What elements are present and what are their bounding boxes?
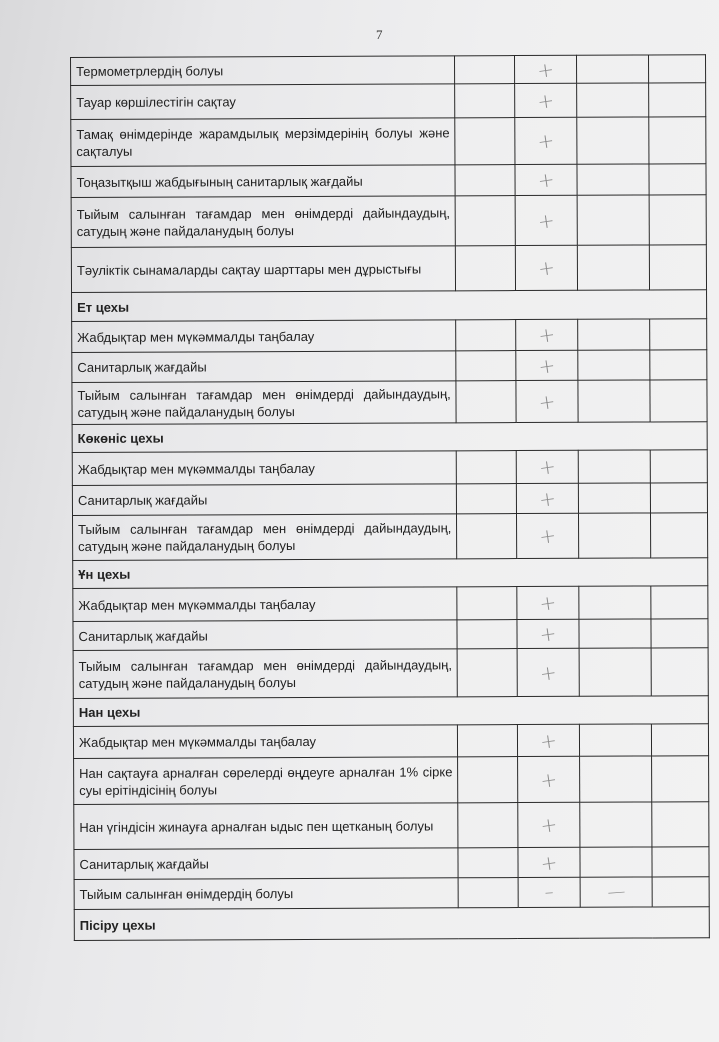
check-cell-3 xyxy=(580,877,653,907)
check-cell-3 xyxy=(577,245,650,290)
check-cell-3 xyxy=(577,164,650,195)
checklist-row xyxy=(71,164,706,198)
page-number: 7 xyxy=(376,27,383,42)
check-cell-1 xyxy=(458,803,518,848)
handwritten-mark: + xyxy=(537,485,558,512)
criterion-label: Санитарлық жағдайы xyxy=(74,848,458,880)
check-cell-3 xyxy=(578,483,651,513)
check-cell-3 xyxy=(576,55,649,83)
check-cell-1 xyxy=(458,848,518,878)
check-cell-2 xyxy=(515,245,577,290)
criterion-label: Жабдықтар мен мүкәммалды таңбалау xyxy=(72,451,456,486)
criterion-label: Жабдықтар мен мүкәммалды таңбалау xyxy=(73,587,457,622)
check-cell-3 xyxy=(579,756,652,802)
check-cell-3 xyxy=(579,619,652,648)
handwritten-mark: – xyxy=(543,881,555,903)
check-cell-3 xyxy=(578,513,651,558)
check-cell-4 xyxy=(652,877,709,907)
section-title: Көкөніс цехы xyxy=(72,422,707,453)
handwritten-mark: + xyxy=(538,849,559,876)
criterion-label: Тәуліктік сынамаларды сақтау шарттары мен дұрыстығы xyxy=(71,246,455,293)
checklist-row xyxy=(73,586,708,622)
criterion-label: Тыйым салынған тағамдар мен өнімдерді дайындаудың, сатудың және пайдаланудың болуы xyxy=(72,381,456,425)
check-cell-2 xyxy=(516,483,578,513)
check-cell-4 xyxy=(651,648,708,696)
handwritten-mark: + xyxy=(535,87,556,114)
checklist-row xyxy=(74,847,709,880)
handwritten-mark: + xyxy=(538,766,559,793)
check-cell-4 xyxy=(650,350,707,380)
handwritten-mark: + xyxy=(537,522,558,550)
check-cell-1 xyxy=(455,165,515,196)
criterion-label: Тауар көршілестігін сақтау xyxy=(71,84,455,120)
check-cell-3 xyxy=(576,83,649,117)
check-cell-1 xyxy=(455,84,515,118)
check-cell-2 xyxy=(515,117,577,164)
check-cell-2 xyxy=(518,877,580,907)
checklist-row xyxy=(71,55,706,86)
check-cell-4 xyxy=(649,55,706,83)
check-cell-4 xyxy=(650,245,707,290)
checklist-row xyxy=(72,380,707,425)
handwritten-mark: + xyxy=(537,659,558,686)
checklist-row xyxy=(72,450,707,486)
check-cell-2 xyxy=(514,55,576,83)
check-cell-2 xyxy=(516,513,578,558)
check-cell-4 xyxy=(651,450,708,483)
criterion-label: Тамақ өнімдерінде жарамдылық мерзімдерінің болуы және сақталуы xyxy=(71,118,455,167)
check-cell-2 xyxy=(516,380,578,422)
section-header-row xyxy=(72,422,707,453)
check-cell-1 xyxy=(456,381,516,423)
criterion-label: Санитарлық жағдайы xyxy=(72,484,456,516)
check-cell-2 xyxy=(516,450,578,483)
handwritten-mark: + xyxy=(536,388,557,415)
criterion-label: Тоңазытқыш жабдығының санитарлық жағдайы xyxy=(71,165,455,198)
handwritten-mark: + xyxy=(535,166,556,194)
check-cell-3 xyxy=(579,586,652,619)
criterion-label: Тыйым салынған тағамдар мен өнімдерді дайындаудың, сатудың және пайдаланудың болуы xyxy=(73,514,457,561)
check-cell-2 xyxy=(514,83,576,117)
checklist-row xyxy=(73,648,708,699)
check-cell-3 xyxy=(577,319,650,350)
criterion-label: Жабдықтар мен мүкәммалды таңбалау xyxy=(73,725,457,759)
checklist-row xyxy=(73,619,708,651)
check-cell-4 xyxy=(651,619,708,648)
check-cell-4 xyxy=(652,802,709,847)
checklist-row xyxy=(71,117,706,167)
check-cell-2 xyxy=(515,164,577,195)
check-cell-4 xyxy=(649,195,706,245)
criterion-label: Санитарлық жағдайы xyxy=(73,620,457,651)
criterion-label: Нан үгіндісін жинауға арналған ыдыс пен щетканың болуы xyxy=(74,803,458,850)
check-cell-2 xyxy=(515,319,577,350)
check-cell-1 xyxy=(457,649,517,697)
checklist-row xyxy=(71,83,706,120)
check-cell-1 xyxy=(456,320,516,351)
check-cell-2 xyxy=(517,648,579,696)
checklist-row xyxy=(74,802,709,850)
check-cell-2 xyxy=(517,756,579,802)
checklist-row xyxy=(71,245,706,293)
section-header-row xyxy=(74,907,709,941)
check-cell-1 xyxy=(458,757,518,803)
section-title: Ұн цехы xyxy=(73,558,708,589)
check-cell-3 xyxy=(578,350,651,380)
handwritten-mark: + xyxy=(537,620,558,647)
checklist-row xyxy=(72,350,707,383)
check-cell-1 xyxy=(455,196,515,246)
check-cell-1 xyxy=(457,451,517,484)
check-cell-1 xyxy=(457,514,517,559)
check-cell-2 xyxy=(517,724,579,756)
check-cell-1 xyxy=(458,878,518,908)
checklist-row xyxy=(74,756,709,805)
check-cell-2 xyxy=(517,619,579,648)
handwritten-mark: + xyxy=(536,352,557,379)
section-title: Нан цехы xyxy=(73,696,708,727)
criterion-label: Тыйым салынған өнімдердің болуы xyxy=(74,878,458,910)
section-title: Ет цехы xyxy=(72,290,707,322)
check-cell-1 xyxy=(457,484,517,514)
section-header-row xyxy=(73,696,708,727)
section-header-row xyxy=(73,558,708,589)
checklist-table xyxy=(70,54,710,941)
handwritten-mark: + xyxy=(537,589,558,616)
check-cell-4 xyxy=(651,483,708,513)
criterion-label: Санитарлық жағдайы xyxy=(72,351,456,383)
section-title: Пісіру цехы xyxy=(74,907,709,941)
check-cell-4 xyxy=(652,756,709,802)
check-cell-1 xyxy=(455,56,515,84)
handwritten-mark: + xyxy=(538,811,559,838)
checklist-row xyxy=(73,724,708,759)
handwritten-mark: + xyxy=(535,207,557,234)
check-cell-4 xyxy=(649,83,706,117)
check-cell-3 xyxy=(579,802,652,847)
check-cell-3 xyxy=(577,195,650,245)
handwritten-mark: + xyxy=(536,254,557,282)
checklist-row xyxy=(74,877,709,910)
check-cell-2 xyxy=(515,195,577,245)
criterion-label: Тыйым салынған тағамдар мен өнімдерді дайындаудың, сатудың және пайдаланудың болуы xyxy=(73,649,458,699)
checklist-row xyxy=(72,483,707,516)
criterion-label: Жабдықтар мен мүкәммалды таңбалау xyxy=(72,320,456,353)
check-cell-4 xyxy=(652,847,709,877)
handwritten-mark: + xyxy=(535,127,556,155)
handwritten-mark: — xyxy=(606,880,626,903)
check-cell-2 xyxy=(518,802,580,847)
criterion-label: Нан сақтауға арналған сөрелерді өңдеуге арналған 1% сірке суы ерітіндісінің болуы xyxy=(74,757,458,805)
check-cell-3 xyxy=(580,847,653,877)
check-cell-3 xyxy=(576,117,649,164)
check-cell-3 xyxy=(578,450,651,483)
check-cell-4 xyxy=(651,513,708,558)
handwritten-mark: + xyxy=(535,56,556,83)
check-cell-3 xyxy=(578,380,651,422)
criterion-label: Термометрлердің болуы xyxy=(71,56,455,86)
check-cell-1 xyxy=(456,246,516,291)
check-cell-2 xyxy=(516,350,578,380)
check-cell-2 xyxy=(518,847,580,877)
handwritten-mark: + xyxy=(538,727,559,754)
check-cell-4 xyxy=(652,724,709,756)
handwritten-mark: + xyxy=(536,321,557,349)
criterion-label: Тыйым салынған тағамдар мен өнімдерді дайындаудың, сатудың және пайдаланудың болуы xyxy=(71,196,456,248)
section-header-row xyxy=(72,290,707,322)
check-cell-4 xyxy=(650,319,707,350)
check-cell-2 xyxy=(517,586,579,619)
check-cell-4 xyxy=(649,164,706,195)
check-cell-3 xyxy=(579,724,652,756)
check-cell-3 xyxy=(579,648,652,696)
handwritten-mark: + xyxy=(537,453,558,481)
check-cell-1 xyxy=(457,587,517,620)
checklist-row xyxy=(72,319,707,353)
check-cell-4 xyxy=(650,380,707,422)
check-cell-4 xyxy=(649,117,706,164)
check-cell-1 xyxy=(456,351,516,381)
checklist-row xyxy=(71,195,706,248)
check-cell-4 xyxy=(651,586,708,619)
check-cell-1 xyxy=(455,118,515,165)
check-cell-1 xyxy=(458,725,518,757)
checklist-row xyxy=(73,513,708,561)
check-cell-1 xyxy=(457,620,517,649)
checklist-body xyxy=(71,55,710,941)
